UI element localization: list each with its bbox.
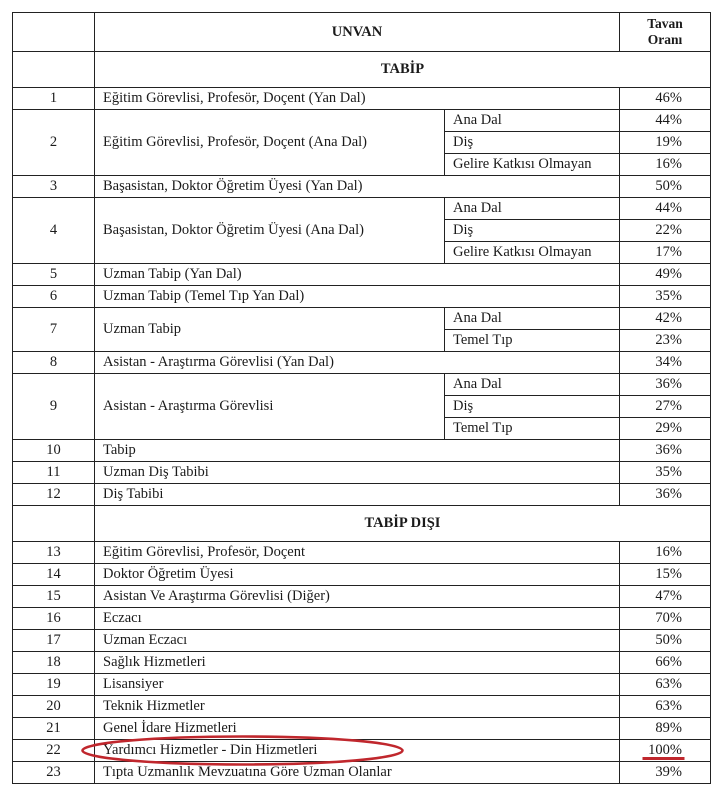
row-title: Uzman Eczacı: [95, 630, 620, 652]
row-sub-label: Diş: [445, 396, 620, 418]
row-title: Uzman Diş Tabibi: [95, 462, 620, 484]
row-sub-label: Ana Dal: [445, 198, 620, 220]
row-rate: 70%: [620, 608, 711, 630]
table-row: [13, 542, 711, 564]
row-rate: 50%: [620, 630, 711, 652]
row-title: Başasistan, Doktor Öğretim Üyesi (Yan Dal): [95, 176, 620, 198]
row-number: 1: [13, 88, 95, 110]
table-row: [13, 608, 711, 630]
row-number: 10: [13, 440, 95, 462]
row-rate: 89%: [620, 718, 711, 740]
row-rate: 16%: [620, 154, 711, 176]
table-row: [13, 652, 711, 674]
row-rate: 19%: [620, 132, 711, 154]
row-rate: 44%: [620, 198, 711, 220]
rates-table: [12, 12, 711, 784]
row-title: Doktor Öğretim Üyesi: [95, 564, 620, 586]
row-rate: 35%: [620, 286, 711, 308]
row-number: 15: [13, 586, 95, 608]
row-title: Diş Tabibi: [95, 484, 620, 506]
table-row: [13, 462, 711, 484]
row-rate: 27%: [620, 396, 711, 418]
row-number: 5: [13, 264, 95, 286]
table-row: [13, 630, 711, 652]
row-number: 9: [13, 374, 95, 440]
row-sub-label: Ana Dal: [445, 374, 620, 396]
row-title: Eczacı: [95, 608, 620, 630]
table-row: [13, 176, 711, 198]
table-row: [13, 696, 711, 718]
row-title: Genel İdare Hizmetleri: [95, 718, 620, 740]
row-title: Asistan Ve Araştırma Görevlisi (Diğer): [95, 586, 620, 608]
table-row: [13, 484, 711, 506]
row-number: 7: [13, 308, 95, 352]
row-rate: 44%: [620, 110, 711, 132]
row-sub-label: Ana Dal: [445, 110, 620, 132]
section-title: TABİP: [95, 52, 711, 88]
row-number: 23: [13, 762, 95, 784]
row-number: 3: [13, 176, 95, 198]
row-title: Tıpta Uzmanlık Mevzuatına Göre Uzman Olanlar: [95, 762, 620, 784]
row-title: Lisansiyer: [95, 674, 620, 696]
row-number: 8: [13, 352, 95, 374]
header-unvan: UNVAN: [95, 13, 620, 52]
row-title: Asistan - Araştırma Görevlisi (Yan Dal): [95, 352, 620, 374]
table-row: [13, 264, 711, 286]
row-sub-label: Diş: [445, 220, 620, 242]
table-row: [13, 674, 711, 696]
row-number: 6: [13, 286, 95, 308]
header-row: [13, 13, 711, 52]
row-title: Uzman Tabip: [95, 308, 445, 352]
row-title: Tabip: [95, 440, 620, 462]
table-row: [13, 564, 711, 586]
row-rate: 36%: [620, 374, 711, 396]
row-number: 2: [13, 110, 95, 176]
row-title: Eğitim Görevlisi, Profesör, Doçent: [95, 542, 620, 564]
table-row: [13, 286, 711, 308]
row-number: 17: [13, 630, 95, 652]
row-rate: 42%: [620, 308, 711, 330]
row-number: 4: [13, 198, 95, 264]
row-rate: 39%: [620, 762, 711, 784]
table-row: [13, 88, 711, 110]
row-rate: 47%: [620, 586, 711, 608]
section-empty-cell: [13, 52, 95, 88]
table-row: [13, 586, 711, 608]
row-number: 16: [13, 608, 95, 630]
row-rate: 36%: [620, 484, 711, 506]
row-title: Uzman Tabip (Yan Dal): [95, 264, 620, 286]
row-rate: 22%: [620, 220, 711, 242]
row-rate: 17%: [620, 242, 711, 264]
table-row: [13, 308, 711, 330]
section-row: [13, 506, 711, 542]
section-title: TABİP DIŞI: [95, 506, 711, 542]
row-rate: 50%: [620, 176, 711, 198]
row-title: Eğitim Görevlisi, Profesör, Doçent (Ana Dal): [95, 110, 445, 176]
row-rate: 63%: [620, 696, 711, 718]
row-sub-label: Temel Tıp: [445, 330, 620, 352]
table-row: [13, 352, 711, 374]
table-body: [13, 13, 711, 784]
row-rate: 29%: [620, 418, 711, 440]
row-rate: 16%: [620, 542, 711, 564]
row-title: Başasistan, Doktor Öğretim Üyesi (Ana Dal): [95, 198, 445, 264]
table-row: [13, 198, 711, 220]
row-rate: 36%: [620, 440, 711, 462]
row-title: Asistan - Araştırma Görevlisi: [95, 374, 445, 440]
row-sub-label: Gelire Katkısı Olmayan: [445, 154, 620, 176]
row-number: 13: [13, 542, 95, 564]
row-rate: 23%: [620, 330, 711, 352]
table-row: [13, 740, 711, 762]
table-row: [13, 110, 711, 132]
header-no-cell: [13, 13, 95, 52]
table-row: [13, 440, 711, 462]
row-rate: 15%: [620, 564, 711, 586]
row-rate: 34%: [620, 352, 711, 374]
row-rate: 66%: [620, 652, 711, 674]
row-rate: 46%: [620, 88, 711, 110]
row-number: 21: [13, 718, 95, 740]
row-rate: 49%: [620, 264, 711, 286]
table-row: [13, 762, 711, 784]
table-row: [13, 374, 711, 396]
row-number: 22: [13, 740, 95, 762]
row-number: 20: [13, 696, 95, 718]
row-rate: 35%: [620, 462, 711, 484]
row-rate: 100%: [620, 740, 711, 762]
row-sub-label: Temel Tıp: [445, 418, 620, 440]
row-number: 14: [13, 564, 95, 586]
row-sub-label: Diş: [445, 132, 620, 154]
row-title: Eğitim Görevlisi, Profesör, Doçent (Yan Dal): [95, 88, 620, 110]
row-number: 19: [13, 674, 95, 696]
row-number: 18: [13, 652, 95, 674]
row-title: Sağlık Hizmetleri: [95, 652, 620, 674]
header-tavan-orani: [620, 13, 711, 52]
row-number: 11: [13, 462, 95, 484]
row-title: Uzman Tabip (Temel Tıp Yan Dal): [95, 286, 620, 308]
row-sub-label: Ana Dal: [445, 308, 620, 330]
table-row: [13, 718, 711, 740]
header-rate-label: Tavan Oranı: [647, 16, 683, 47]
row-title: Teknik Hizmetler: [95, 696, 620, 718]
row-sub-label: Gelire Katkısı Olmayan: [445, 242, 620, 264]
row-number: 12: [13, 484, 95, 506]
row-title: Yardımcı Hizmetler - Din Hizmetleri: [95, 740, 620, 762]
section-row: [13, 52, 711, 88]
section-empty-cell: [13, 506, 95, 542]
row-rate: 63%: [620, 674, 711, 696]
